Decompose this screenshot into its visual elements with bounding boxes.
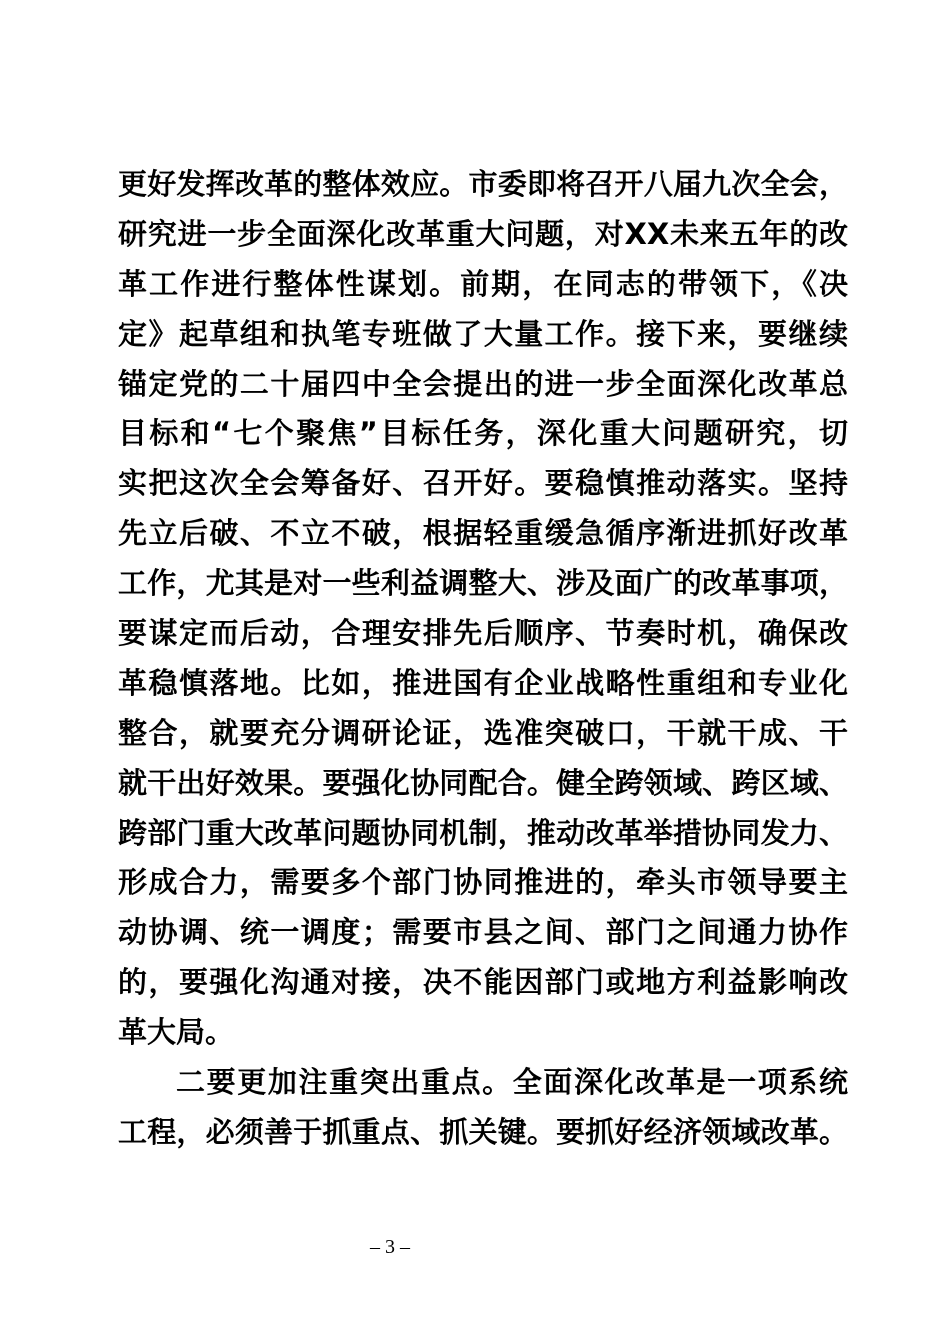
text-line: 形成合力，需要多个部门协同推进的，牵头市领导要主 — [118, 865, 848, 900]
paragraph-start-line: 二要更加注重突出重点。全面深化改革是一项系统 — [176, 1065, 848, 1100]
text-line: 锚定党的二十届四中全会提出的进一步全面深化改革总 — [118, 366, 848, 401]
text-line: 定》起草组和执笔专班做了大量工作。接下来，要继续 — [118, 316, 848, 351]
text-line: 就干出好效果。要强化协同配合。健全跨领域、跨区域、 — [118, 765, 848, 800]
text-line: 更好发挥改革的整体效应。市委即将召开八届九次全会， — [118, 167, 848, 201]
text-line: 先立后破、不立不破，根据轻重缓急循序渐进抓好改革 — [118, 516, 848, 551]
text-line: 整合，就要充分调研论证，选准突破口，干就干成、干 — [118, 715, 848, 750]
text-line: 革稳慎落地。比如，推进国有企业战略性重组和专业化 — [118, 665, 848, 700]
text-line: 动协调、统一调度；需要市县之间、部门之间通力协作 — [118, 915, 848, 950]
text-line: 目标和“七个聚焦”目标任务，深化重大问题研究，切 — [118, 416, 848, 451]
text-line: 工程，必须善于抓重点、抓关键。要抓好经济领域改革。 — [118, 1114, 848, 1149]
text-line: 革工作进行整体性谋划。前期，在同志的带领下，《决 — [118, 266, 848, 301]
page-number: – 3 – — [370, 1236, 410, 1258]
text-line: 实把这次全会筹备好、召开好。要稳慎推动落实。坚持 — [118, 466, 848, 501]
body-text — [118, 160, 848, 1158]
text-line: 工作，尤其是对一些利益调整大、涉及面广的改革事项， — [118, 566, 848, 601]
text-line: 要谋定而后动，合理安排先后顺序、节奏时机，确保改 — [118, 616, 848, 651]
text-line: 跨部门重大改革问题协同机制，推动改革举措协同发力、 — [118, 815, 848, 850]
text-line: 研究进一步全面深化改革重大问题，对XX未来五年的改 — [118, 216, 848, 251]
text-line: 革大局。 — [118, 1015, 235, 1050]
text-line: 的，要强化沟通对接，决不能因部门或地方利益影响改 — [118, 965, 848, 1000]
